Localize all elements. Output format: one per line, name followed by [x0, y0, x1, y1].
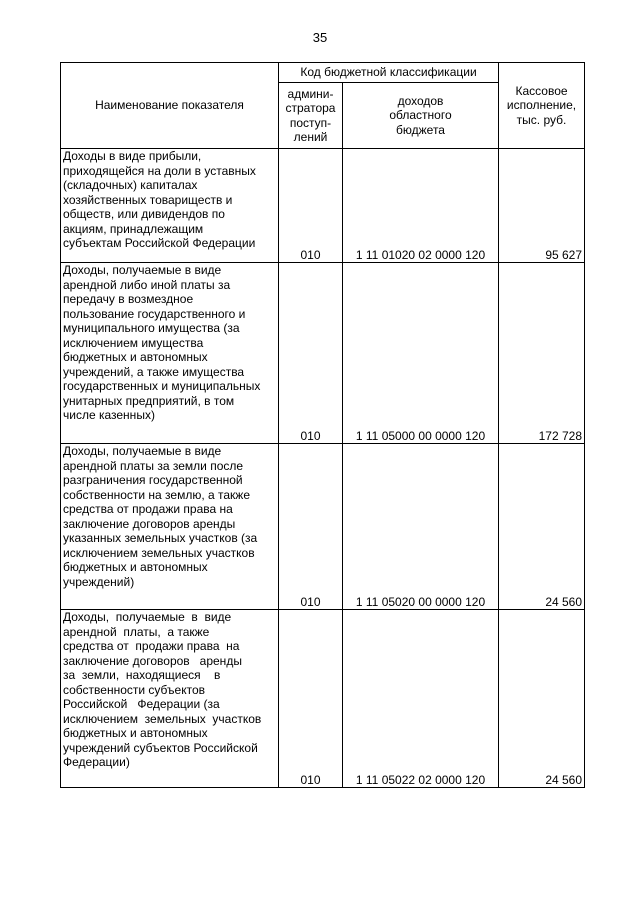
table-row	[61, 610, 585, 788]
administrator-code-cell: 010	[279, 149, 343, 263]
indicator-name-cell: Доходы, получаемые в виде арендной платы, а также средства от продажи права на заключение договоров аренды за земли, находящиеся в собственности субъектов Российской Федерации (за исключением земельных участков бюджетных и автономных учреждений субъектов Российской Федерации)	[61, 610, 279, 788]
indicator-name-cell: Доходы в виде прибыли, приходящейся на доли в уставных (складочных) капиталах хозяйственных товариществ и обществ, или дивидендов по акциям, принадлежащим субъектам Российской Федерации	[61, 149, 279, 263]
table-row	[61, 149, 585, 263]
administrator-code-cell: 010	[279, 444, 343, 610]
income-code-header: доходов областного бюджета	[343, 83, 499, 149]
amount-cell: 24 560	[499, 444, 585, 610]
amount-cell: 24 560	[499, 610, 585, 788]
kbk-group-header: Код бюджетной классификации	[279, 63, 499, 83]
income-code-cell: 1 11 05020 00 0000 120	[343, 444, 499, 610]
administrator-code-cell: 010	[279, 610, 343, 788]
income-code-cell: 1 11 05000 00 0000 120	[343, 263, 499, 444]
indicator-name-cell: Доходы, получаемые в виде арендной платы за земли после разграничения государственной собственности на землю, а также средства от продажи права на заключение договоров аренды указанных земельных участков (за исключением земельных участков бюджетных и автономных учреждений)	[61, 444, 279, 610]
table-row	[61, 263, 585, 444]
indicator-name-cell: Доходы, получаемые в виде арендной либо иной платы за передачу в возмездное пользование государственного и муниципального имущества (за исключением имущества бюджетных и автономных учреждений, а также имущества государственных и муниципальных унитарных предприятий, в том числе казенных)	[61, 263, 279, 444]
administrator-code-cell: 010	[279, 263, 343, 444]
indicator-name-header: Наименование показателя	[61, 63, 279, 149]
revenue-table	[60, 62, 585, 788]
amount-cell: 95 627	[499, 149, 585, 263]
amount-cell: 172 728	[499, 263, 585, 444]
table-row	[61, 444, 585, 610]
income-code-cell: 1 11 01020 02 0000 120	[343, 149, 499, 263]
cash-execution-header: Кассовое исполнение, тыс. руб.	[499, 63, 585, 149]
income-code-cell: 1 11 05022 02 0000 120	[343, 610, 499, 788]
administrator-code-header: админи- стратора поступ- лений	[279, 83, 343, 149]
page-number: 35	[312, 30, 328, 45]
